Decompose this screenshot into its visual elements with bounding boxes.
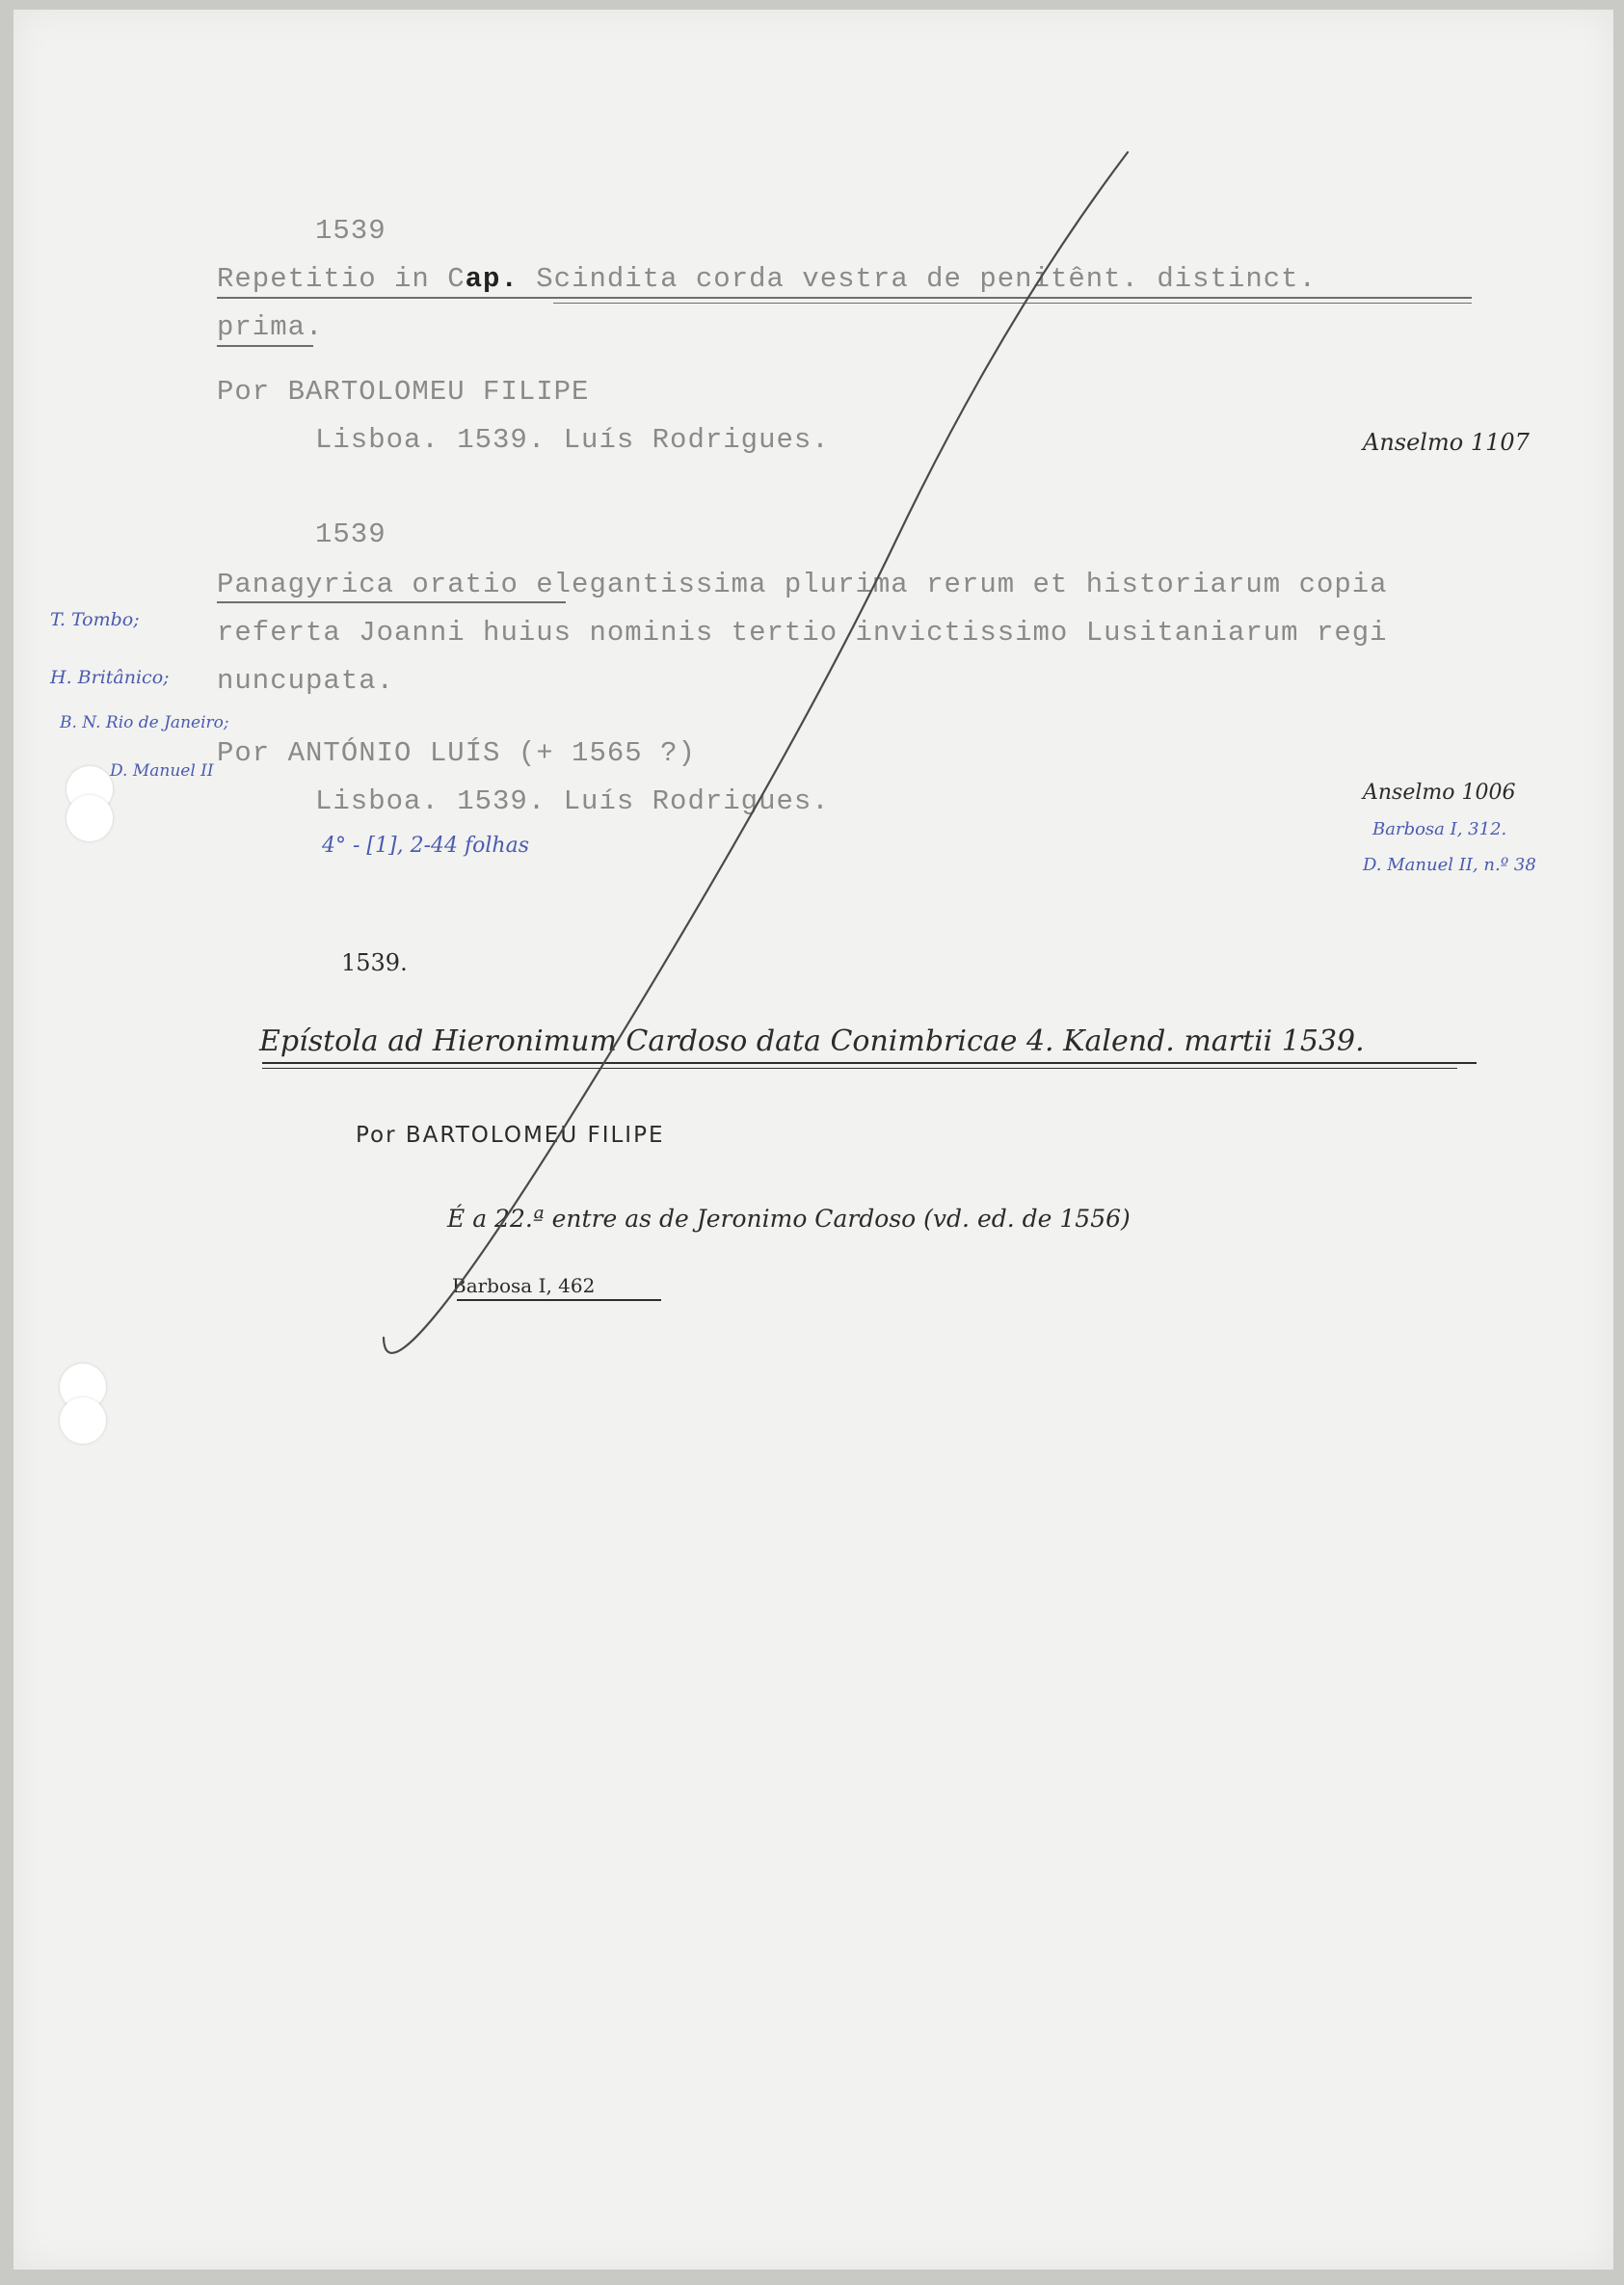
margin-note-britanico: H. Britânico; <box>50 667 170 688</box>
entry3-title: Epístola ad Hieronimum Cardoso data Conimbricae 4. Kalend. martii 1539. <box>259 1024 1365 1058</box>
entry2-ref-manuel: D. Manuel II, n.º 38 <box>1363 855 1536 875</box>
entry1-author: Por BARTOLOMEU FILIPE <box>217 376 590 408</box>
entry1-imprint: Lisboa. 1539. Luís Rodrigues. <box>315 424 830 456</box>
entry1-title-correction: ap. <box>465 263 519 295</box>
entry2-ref-anselmo: Anselmo 1006 <box>1363 781 1516 805</box>
entry2-year: 1539 <box>315 518 386 550</box>
entry1-title-part-a: Repetitio in C <box>217 263 466 295</box>
margin-note-manuel: D. Manuel II <box>110 761 214 781</box>
margin-note-rio: B. N. Rio de Janeiro; <box>60 713 229 732</box>
entry1-title-part-b: Scindita corda vestra de penitênt. distinct. <box>518 263 1317 295</box>
margin-note-tombo: T. Tombo; <box>50 609 140 630</box>
entry3-reference: Barbosa I, 462 <box>452 1274 596 1297</box>
entry3-note: É a 22.ª entre as de Jeronimo Cardoso (vd. ed. de 1556) <box>447 1205 1131 1233</box>
entry2-ref-barbosa: Barbosa I, 312. <box>1372 819 1507 839</box>
entry1-title-line2: prima. <box>217 311 324 343</box>
entry2-title-line2: referta Joanni huius nominis tertio invictissimo Lusitaniarum regi <box>217 617 1388 649</box>
entry1-year: 1539 <box>315 215 386 247</box>
entry2-author: Por ANTÓNIO LUÍS (+ 1565 ?) <box>217 737 696 769</box>
entry2-imprint: Lisboa. 1539. Luís Rodrigues. <box>315 785 830 817</box>
entry2-title-line1: Panagyrica oratio elegantissima plurima rerum et historiarum copia <box>217 569 1388 600</box>
entry3-author: Por BARTOLOMEU FILIPE <box>356 1123 665 1148</box>
entry3-year: 1539. <box>341 949 408 976</box>
entry2-title-line3: nuncupata. <box>217 665 395 697</box>
entry1-reference: Anselmo 1107 <box>1363 429 1530 456</box>
entry2-collation: 4° - [1], 2-44 folhas <box>322 834 529 858</box>
